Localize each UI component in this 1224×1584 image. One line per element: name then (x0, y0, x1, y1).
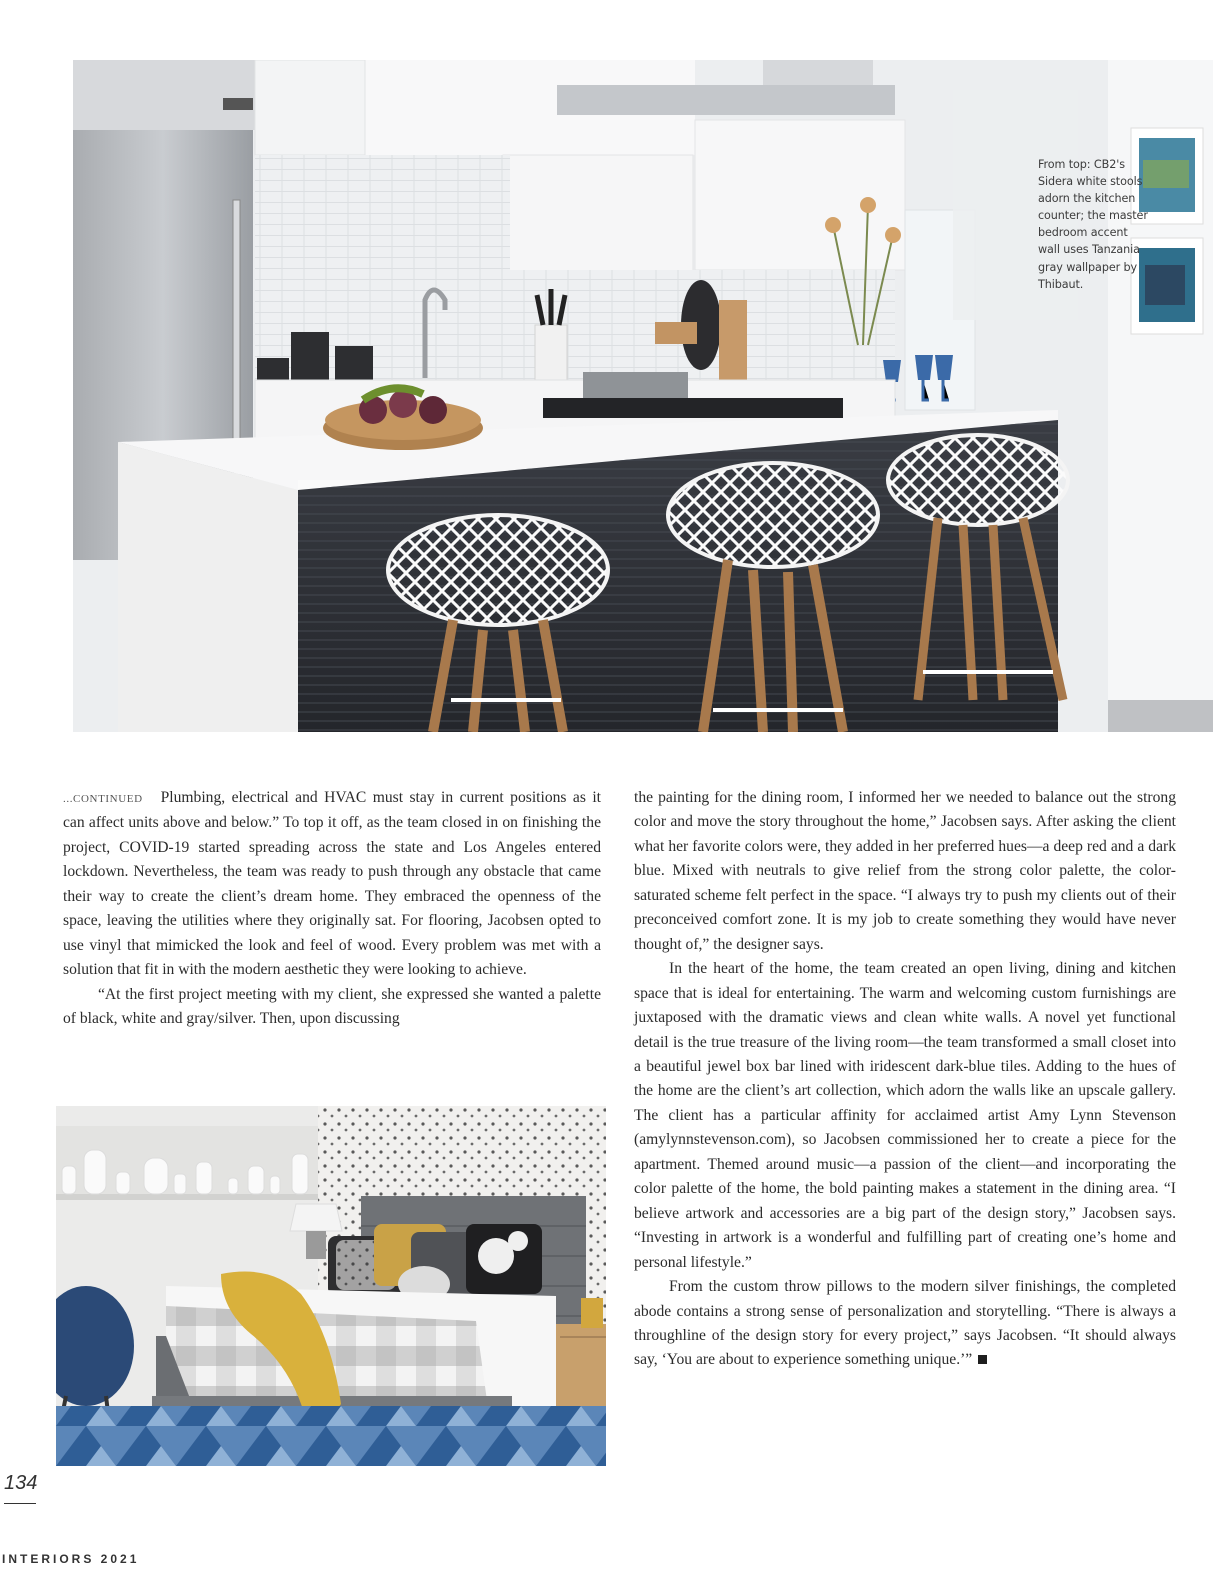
magazine-name: INTERIORS 2021 (2, 1552, 140, 1566)
kitchen-photo (73, 60, 1213, 732)
end-of-article-mark (978, 1355, 987, 1364)
article-paragraph: In the heart of the home, the team created an open living, dining and kitchen space that is ideal for entertaining. The warm and welcoming custom furnishings are juxtaposed with the dramatic views and clean white walls. A novel yet functional detail is the true treasure of the living room—the team transformed a small closet into a beautiful jewel box bar lined with iridescent dark-blue tiles. Adding to the hues of the home are the client’s art collection, which adorn the walls like an upscale gallery. The client has a particular affinity for acclaimed artist Amy Lynn Stevenson (amylynnstevenson.com), so Jacobsen commissioned her to create a piece for the apartment. Themed around music—a passion of the client—and incorporating the color palette of the home, the bold painting makes a statement in the dining area. “I believe artwork and accessories are a big part of the design story,” Jacobsen says. “Investing in artwork is a wonderful and fulfilling part of creating one’s home and personal lifestyle.” (634, 960, 1176, 1271)
continued-label: ...CONTINUED (63, 793, 143, 805)
article-paragraph: “At the first project meeting with my client, she expressed she wanted a palette of black, white and gray/silver. Then, upon discussing (63, 985, 601, 1028)
article-left-column (63, 786, 601, 1032)
article-paragraph: ...CONTINUED Plumbing, electrical and HVAC must stay in current positions as it can affect units above and below.” To top it off, as the team closed in on finishing the project, COVID-19 started spreading across the state and Los Angeles entered lockdown. Nevertheless, the team was ready to push through any obstacle that came their way to create the client’s dream home. They embraced the openness of the space, leaving the utilities where they originally sat. For flooring, Jacobsen opted to use vinyl that mimicked the look and feel of wood. Every problem was met with a solution that fit in with the modern aesthetic they were looking to achieve. (63, 789, 601, 979)
photo-caption: From top: CB2's Sidera white stools adorn the kitchen counter; the master bedroom accent wall uses Tanzania gray wallpaper by Thibaut. (1038, 158, 1148, 291)
article-paragraph: the painting for the dining room, I informed her we needed to balance out the strong color and move the story throughout the home,” Jacobsen says. After asking the client what her favorite colors were, they added in her preferred hues—a deep red and a dark blue. Mixed with neutrals to give relief from the strong color palette, the color-saturated scheme felt perfect in the space. “I always try to push my clients out of their preconceived comfort zone. It is my job to create something they would have never thought of,” the designer says. (634, 789, 1176, 953)
page-number: 134 (4, 1472, 38, 1494)
footer-rule (4, 1503, 36, 1504)
article-right-column (634, 786, 1176, 1373)
bedroom-photo (56, 1106, 606, 1466)
article-paragraph: From the custom throw pillows to the modern silver finishings, the completed abode contains a strong sense of personalization and storytelling. “There is always a throughline of the design story for every project,” says Jacobsen. “It should always say, ‘You are about to experience something unique.’” (634, 1278, 1176, 1369)
